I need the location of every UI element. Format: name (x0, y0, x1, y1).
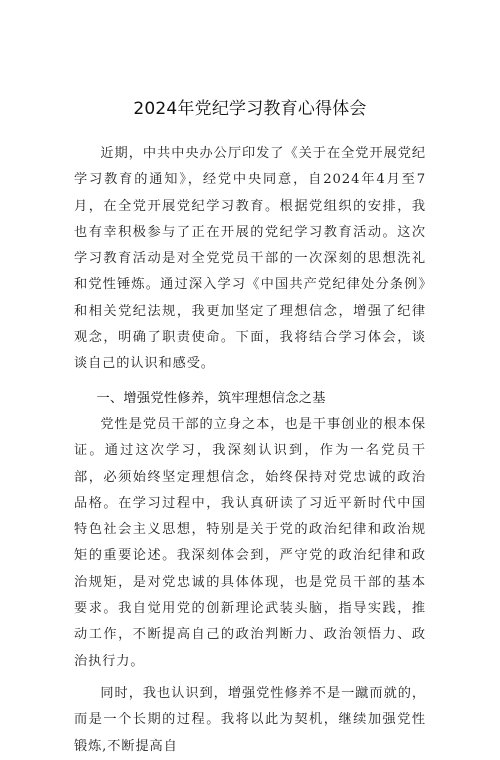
section-heading-1: 一、增强党性修养，筑牢理想信念之基 (96, 390, 326, 406)
document-body (74, 141, 426, 760)
intro-paragraph: 近期，中共中央办公厅印发了《关于在全党开展党纪学习教育的通知》，经党中央同意，自2024年4月至7月，在全党开展党纪学习教育。根据党组织的安排，我也有幸积极参与了正在开展的党纪学习教育活动。这次学习教育活动是对全党党员干部的一次深刻的思想洗礼和党性锤炼。通过深入学习《中国共产党纪律处分条例》和相关党纪法规，我更加坚定了理想信念，增强了纪律观念，明确了职责使命。下面，我将结合学习体会，谈谈自己的认识和感受。 (74, 146, 426, 372)
section-1-paragraph-1: 党性是党员干部的立身之本，也是干事创业的根本保证。通过这次学习，我深刻认识到，作为一名党员干部，必须始终坚定理想信念，始终保持对党忠诚的政治品格。在学习过程中，我认真研读了习近平新时代中国特色社会主义思想，特别是关于党的政治纪律和政治规矩的重要论述。我深刻体会到，严守党的政治纪律和政治规矩，是对党忠诚的具体体现，也是党员干部的基本要求。我自觉用党的创新理论武装头脑，指导实践，推动工作，不断提高自己的政治判断力、政治领悟力、政治执行力。 (74, 416, 426, 669)
section-1-paragraph-2: 同时，我也认识到，增强党性修养不是一蹴而就的，而是一个长期的过程。我将以此为契机，继续加强党性锻炼,不断提高自 (74, 685, 426, 754)
document-title: 2024年党纪学习教育心得体会 (133, 99, 367, 119)
